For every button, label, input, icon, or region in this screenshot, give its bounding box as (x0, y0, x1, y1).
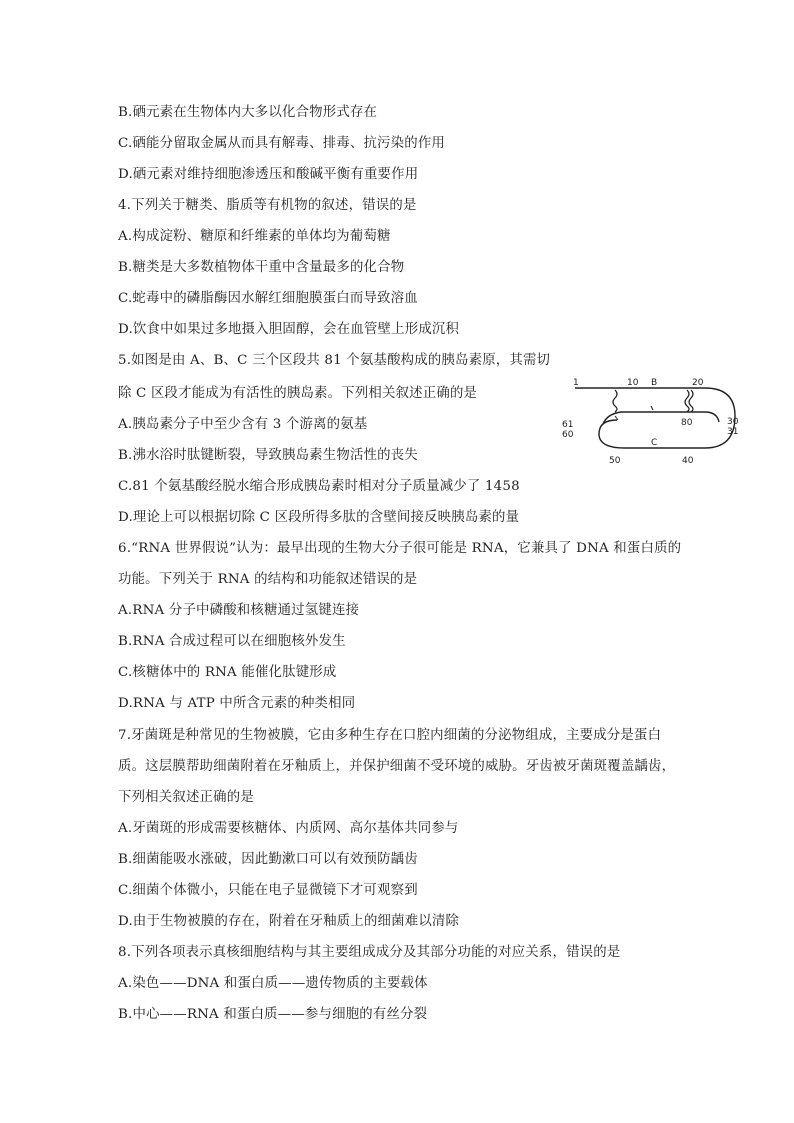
question-7-stem: 7.牙菌斑是种常见的生物被膜，它由多种生存在口腔内细菌的分泌物组成，主要成分是蛋白 (118, 728, 662, 743)
residue-label: 10 (627, 378, 639, 388)
residue-label: 61 (562, 420, 574, 430)
disulfide-bond (689, 390, 693, 412)
option-b: B.沸水浴时肽键断裂，导致胰岛素生物活性的丧失 (118, 448, 418, 463)
option-a: A.RNA 分子中磷酸和核糖通过氢键连接 (118, 603, 360, 618)
disulfide-bond (685, 390, 689, 412)
option-d: D.RNA 与 ATP 中所含元素的种类相同 (118, 696, 356, 711)
question-8-stem: 8.下列各项表示真核细胞结构与其主要组成成分及其部分功能的对应关系，错误的是 (118, 945, 621, 960)
option-d: D.理论上可以根据切除 C 区段所得多肽的含壁间接反映胰岛素的量 (118, 510, 520, 525)
option-b: B.细菌能吸水涨破，因此勤漱口可以有效预防龋齿 (118, 852, 418, 867)
residue-label: 50 (609, 456, 621, 466)
region-b-label: B (651, 378, 658, 388)
residue-label: 30 (727, 417, 739, 427)
text-line: C.硒能分留取金属从而具有解毒、排毒、抗污染的作用 (118, 136, 446, 151)
question-6-stem: 6.“RNA 世界假说”认为：最早出现的生物大分子很可能是 RNA，它兼具了 DNA 和蛋白质的 (118, 541, 682, 556)
mark (651, 406, 653, 410)
option-d: D.由于生物被膜的存在，附着在牙釉质上的细菌难以清除 (118, 914, 460, 929)
question-5-stem: 除 C 区段才能成为有活性的胰岛素。下列相关叙述正确的是 (118, 386, 478, 401)
option-a: A.牙菌斑的形成需要核糖体、内质网、高尔基体共同参与 (118, 821, 459, 836)
option-a: A.构成淀粉、糖原和纤维素的单体均为葡萄糖 (118, 229, 391, 244)
option-b: B.糖类是大多数植物体干重中含量最多的化合物 (118, 260, 405, 275)
residue-label: 31 (727, 427, 739, 437)
question-5-stem: 5.如图是由 A、B、C 三个区段共 81 个氨基酸构成的胰岛素原，其需切 (118, 353, 551, 368)
option-b: B.RNA 合成过程可以在细胞核外发生 (118, 634, 346, 649)
text-line: D.硒元素对维持细胞渗透压和酸碱平衡有重要作用 (118, 167, 419, 182)
text-line: B.硒元素在生物体内大多以化合物形式存在 (118, 105, 378, 120)
residue-label: 80 (681, 418, 693, 428)
question-7-stem: 质。这层膜帮助细菌附着在牙釉质上，并保护细菌不受环境的威胁。牙齿被牙菌斑覆盖龋齿， (118, 759, 676, 774)
question-4-stem: 4.下列关于糖类、脂质等有机物的叙述，错误的是 (118, 198, 417, 213)
proinsulin-diagram (555, 376, 745, 471)
residue-label: 60 (562, 430, 574, 440)
question-6-stem: 功能。下列关于 RNA 的结构和功能叙述错误的是 (118, 572, 418, 587)
residue-label: 20 (692, 378, 704, 388)
disulfide-bond (613, 390, 617, 412)
residue-label: 40 (682, 456, 694, 466)
question-7-stem: 下列相关叙述正确的是 (118, 790, 254, 805)
option-b: B.中心——RNA 和蛋白质——参与细胞的有丝分裂 (118, 1007, 428, 1022)
option-a: A.染色——DNA 和蛋白质——遗传物质的主要载体 (118, 976, 428, 991)
option-c: C.蛇毒中的磷脂酶因水解红细胞膜蛋白而导致溶血 (118, 291, 418, 306)
option-a: A.胰岛素分子中至少含有 3 个游离的氨基 (118, 417, 368, 432)
option-c: C.核糖体中的 RNA 能催化肽键形成 (118, 665, 337, 680)
residue-label: 1 (573, 378, 579, 388)
option-c: C.81 个氨基酸经脱水缩合形成胰岛素时相对分子质量减少了 1458 (118, 479, 520, 494)
option-c: C.细菌个体微小，只能在电子显微镜下才可观察到 (118, 883, 418, 898)
a-chain (603, 412, 719, 424)
region-c-label: C (651, 438, 658, 448)
option-d: D.饮食中如果过多地摄入胆固醇，会在血管壁上形成沉积 (118, 322, 460, 337)
